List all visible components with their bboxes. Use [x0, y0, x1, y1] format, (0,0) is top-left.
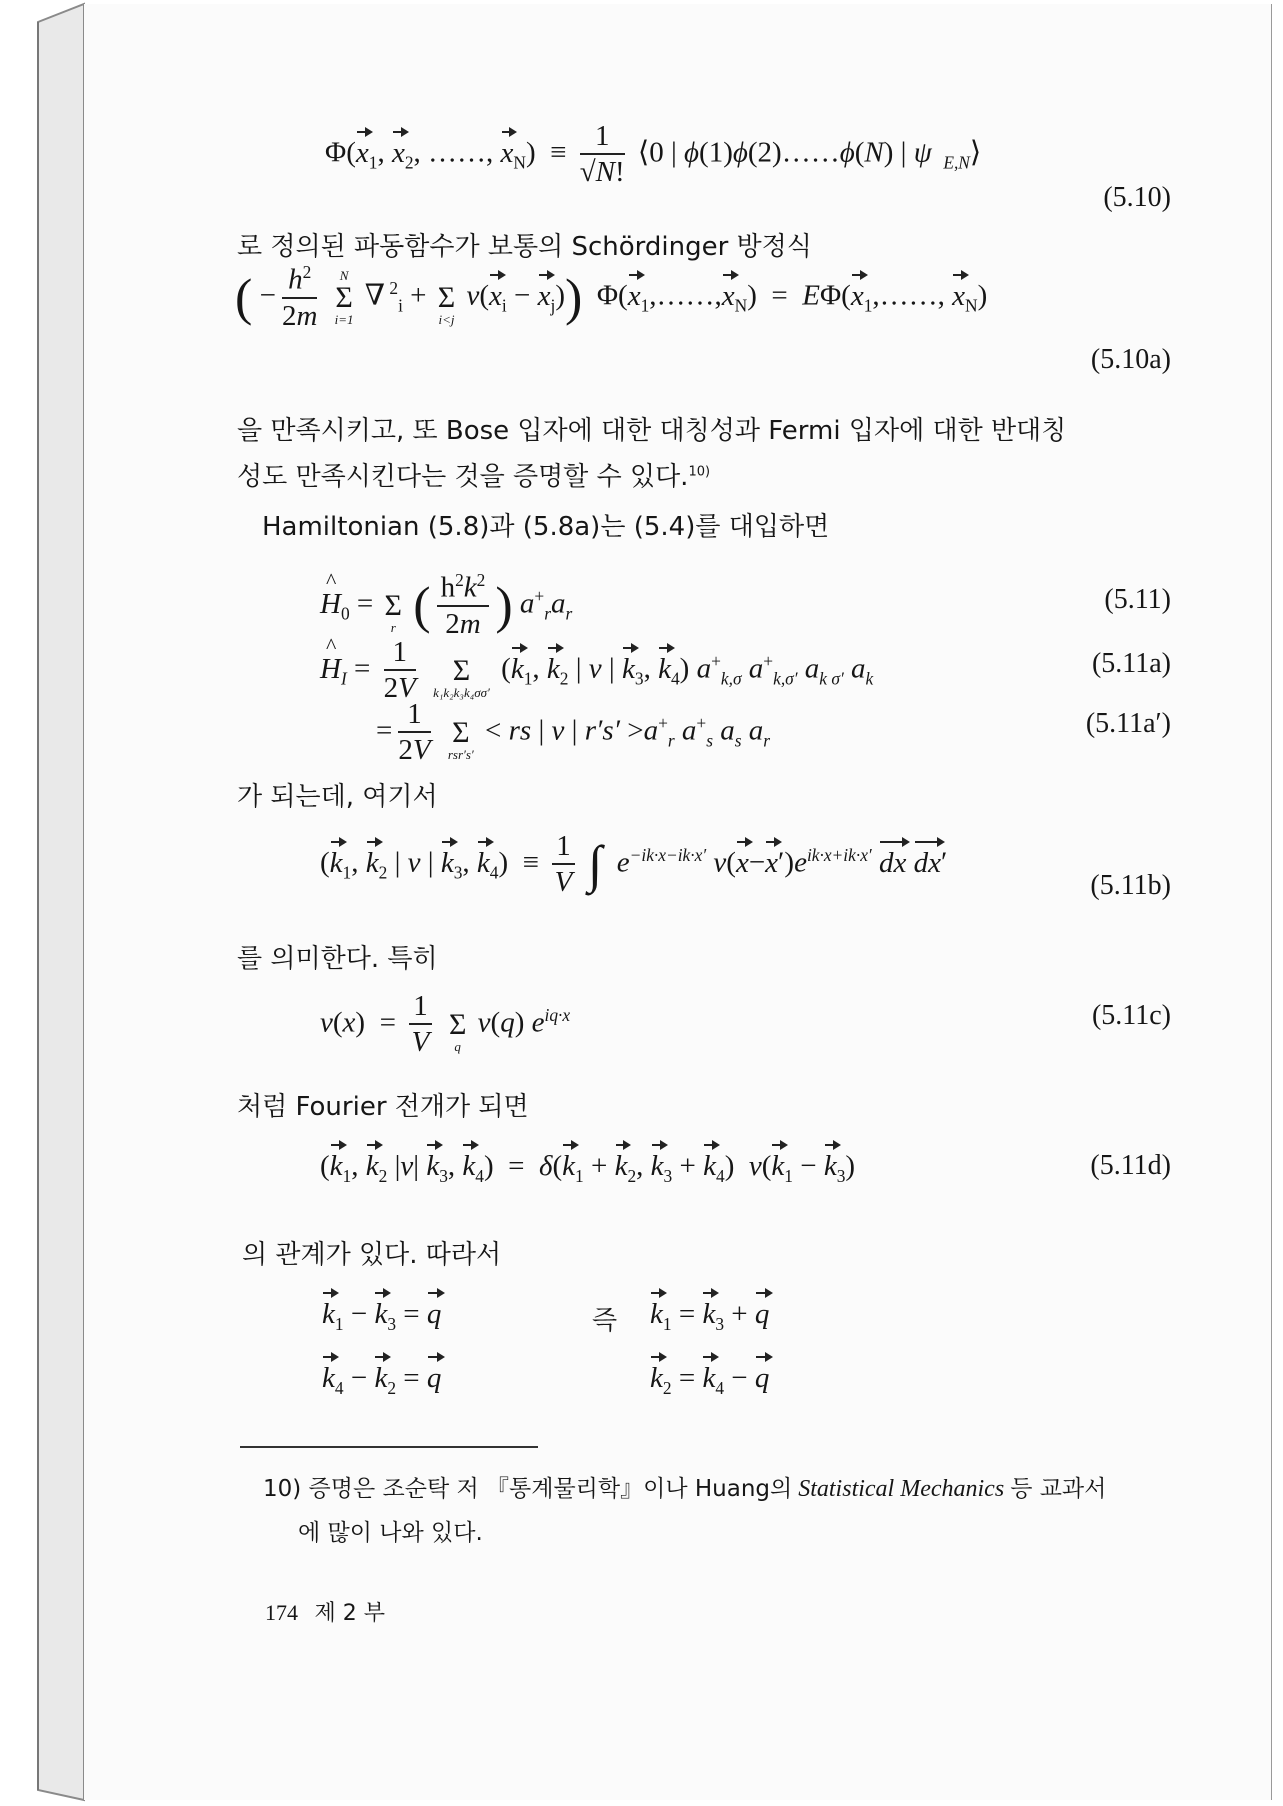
- footnote-book-title: Statistical Mechanics: [798, 1476, 1005, 1502]
- footnote-text: 10) 증명은 조순탁 저 『통계물리학』이나 Huang의: [263, 1476, 793, 1502]
- equation-5-11: ^ $H_0$ = Σ r ( $\frac{h^2k^2}{2m}$ ) $a^+_ra_r$: [320, 570, 572, 642]
- equation-5-11d: ($k_1$, $k_2$ |v| $k_3$, $k_4) = \delta(k_1 + k_2$, $k_3 + k_4$) $v(k_1 - k_3)$: [320, 1150, 856, 1186]
- paragraph-line: 의 관계가 있다. 따라서: [242, 1240, 502, 1270]
- equation-5-10: $\Phi(x_1$, $x_2$, ……, $x_N$) ≡ $\frac{1}{√N!}$ ⟨0 | ϕ(1)ϕ(2)……ϕ(N) | ψ $_{E,N}$⟩: [325, 120, 982, 189]
- book-spine: [0, 0, 90, 1806]
- relation-line-4: $k_2 = k_4 - q$: [650, 1362, 770, 1398]
- equation-number: (5.11b): [1090, 870, 1171, 901]
- equation-number: (5.11): [1104, 584, 1171, 615]
- equation-number: (5.11a′): [1085, 708, 1171, 739]
- relation-line-2: $k_1 = k_3 + q$: [650, 1298, 770, 1334]
- footnote: [263, 1470, 1106, 1503]
- equation-number: (5.11c): [1091, 1000, 1171, 1031]
- relation-jeuk: 즉: [592, 1306, 618, 1336]
- equation-5-11a: ^ $H_I$ = $\frac{1}{2V}$ Σ k₁k₂k₃k₄σσ′ ($k_1$, $k_2$ | v | $k_3$, $k_4$) $a^+_{k,\sigma}$ $a^+_{k,\sigma'}$ $a_{k \sigma'}$ $a_k$: [320, 636, 873, 706]
- relation-line-3: $k_4 - k_2 = q$: [322, 1362, 442, 1398]
- paragraph-line: Hamiltonian (5.8)과 (5.8a)는 (5.4)를 대입하면: [262, 512, 830, 542]
- paragraph-line: [237, 456, 710, 493]
- equation-5-11c: v(x) = $\frac{1}{V}$ Σ q v(q) $e^{iq\cdot x}$: [320, 990, 571, 1059]
- folio: [265, 1596, 385, 1627]
- equation-5-11b: ($k_1$, $k_2$ | v | $k_3$, $k_4$) ≡ $\frac{1}{V}$ ∫ $e^{-ik\cdot x-ik\cdot x'}$ $v(x-x')e^{ik\cdot x+ik\cdot x'}$ dx dx′: [320, 830, 948, 899]
- equation-number: (5.10a): [1090, 344, 1171, 375]
- footnote-rule: [240, 1446, 538, 1448]
- paragraph-line: 을 만족시키고, 또 Bose 입자에 대한 대칭성과 Fermi 입자에 대한 반대칭: [237, 416, 1067, 446]
- equation-5-10a: ( − $\frac{h^2}{2m}$ N Σ i=1 ∇ $^2_i$ + Σ i<j $v(x_i - x_j)$) $\Phi(x_1,\dots\dots,x_N)$ = $E\Phi(x_1,\dots\dots$, $x_N$): [235, 262, 988, 332]
- equation-number: (5.10): [1103, 182, 1171, 213]
- equation-number: (5.11d): [1090, 1150, 1171, 1181]
- part-label: 제 2 부: [314, 1601, 385, 1626]
- page-number: 174: [265, 1600, 298, 1625]
- footnote-text: 등 교과서: [1010, 1476, 1107, 1502]
- equation-5-11a-prime: = $\frac{1}{2V}$ Σ rsr′s′ < rs | v | $r's' >a^+_r$ $a^+_s$ $a_s$ $a_r$: [376, 698, 771, 767]
- equation-number: (5.11a): [1091, 648, 1171, 679]
- relation-line-1: $k_1 - k_3 = q$: [322, 1298, 442, 1334]
- footnote-ref: 10): [688, 464, 711, 480]
- paragraph-line: 가 되는데, 여기서: [237, 782, 438, 812]
- paragraph-text: 성도 만족시킨다는 것을 증명할 수 있다.: [237, 462, 689, 492]
- paragraph-line: 를 의미한다. 특히: [237, 944, 438, 974]
- footnote-line: 에 많이 나와 있다.: [298, 1520, 483, 1546]
- paragraph-line: 로 정의된 파동함수가 보통의 Schördinger 방정식: [237, 232, 812, 262]
- paragraph-line: 처럼 Fourier 전개가 되면: [237, 1092, 529, 1122]
